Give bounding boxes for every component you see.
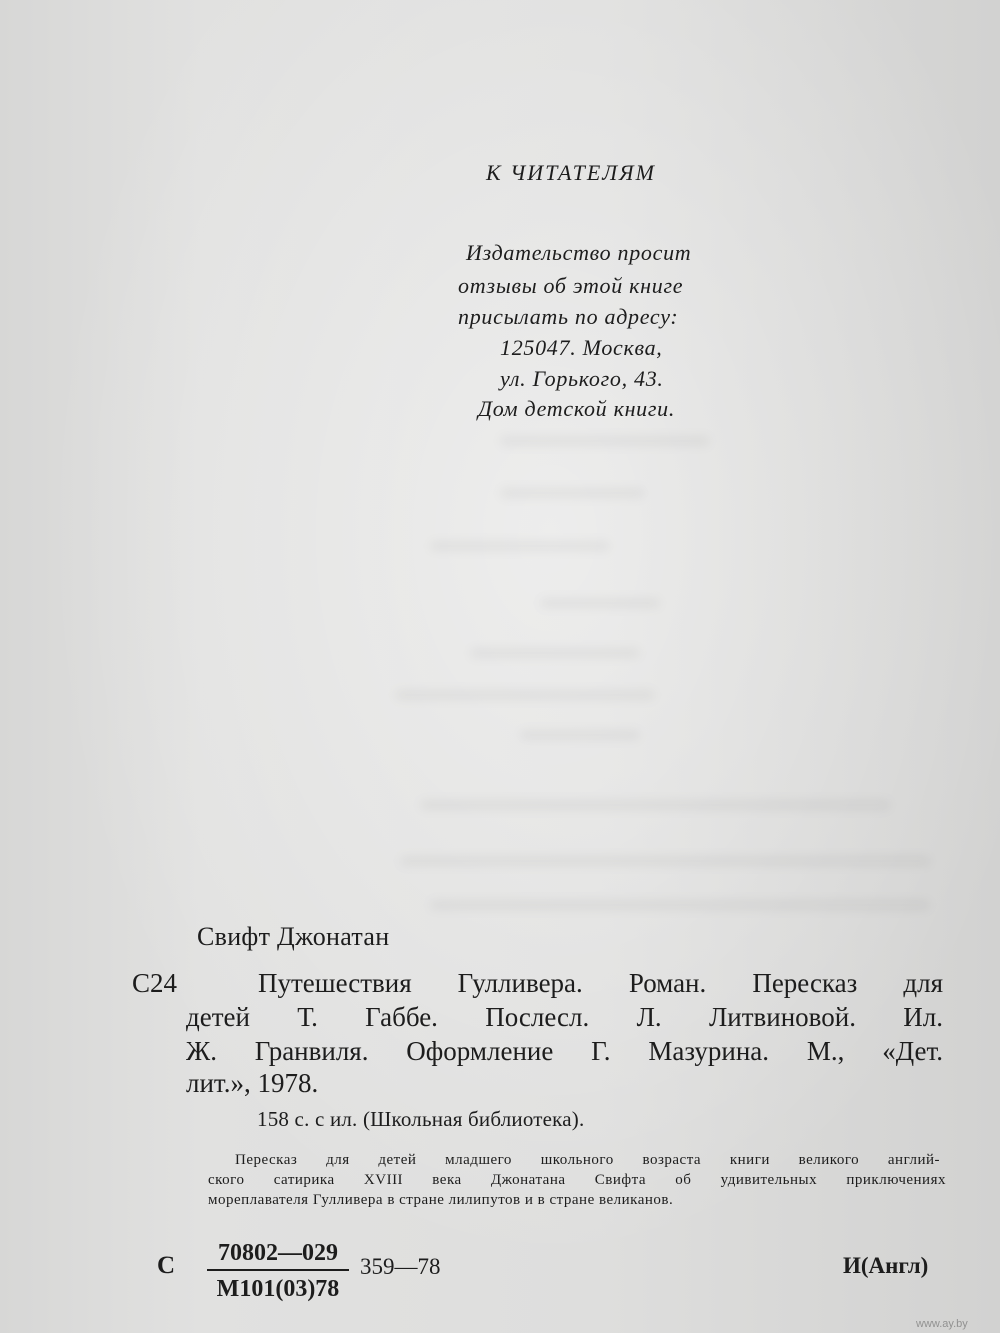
show-through-shadow (470, 648, 640, 658)
catalog-author: Свифт Джонатан (197, 922, 390, 951)
show-through-shadow (520, 730, 640, 740)
show-through-shadow (430, 900, 930, 910)
catalog-description-line: Ж. Гранвиля. Оформление Г. Мазурина. М., «Дет. (186, 1036, 943, 1066)
bibliographic-numerator: 70802—029 (207, 1237, 349, 1271)
show-through-shadow (420, 800, 890, 810)
catalog-summary-line: ского сатирика XVIII века Джонатана Свифта об удивительных приключениях (208, 1172, 946, 1188)
site-watermark: www.ay.by (916, 1318, 968, 1330)
show-through-shadow (430, 541, 610, 551)
catalog-description-line: лит.», 1978. (186, 1068, 319, 1098)
show-through-shadow (400, 856, 930, 866)
catalog-code: С24 (132, 968, 178, 998)
reader-notice-line: ул. Горького, 43. (500, 366, 664, 391)
reader-notice-line: присылать по адресу: (458, 304, 679, 329)
reader-notice-title: К ЧИТАТЕЛЯМ (486, 160, 656, 185)
show-through-shadow (540, 598, 660, 608)
catalog-description-line: Путешествия Гулливера. Роман. Пересказ для (258, 968, 943, 998)
reader-notice-line: Издательство просит (466, 240, 692, 265)
show-through-shadow (500, 436, 710, 446)
bibliographic-language: И(Англ) (843, 1253, 929, 1278)
bibliographic-denominator: М101(03)78 (216, 1276, 340, 1302)
catalog-pages: 158 с. с ил. (Школьная библиотека). (257, 1107, 585, 1131)
show-through-shadow (500, 488, 645, 498)
reader-notice-line: Дом детской книги. (478, 396, 676, 421)
catalog-summary-line: Пересказ для детей младшего школьного возраста книги великого англий- (235, 1152, 940, 1168)
reader-notice-line: отзывы об этой книге (458, 273, 684, 298)
bibliographic-fraction (207, 1237, 349, 1305)
show-through-shadow (395, 690, 655, 700)
bibliographic-letter: С (157, 1252, 176, 1279)
catalog-description-line: детей Т. Габбе. Послесл. Л. Литвиновой. Ил. (186, 1002, 943, 1032)
catalog-summary-line: мореплавателя Гулливера в стране лилипутов и в стране великанов. (208, 1192, 674, 1208)
reader-notice-line: 125047. Москва, (500, 335, 663, 360)
bibliographic-number: 359—78 (360, 1254, 441, 1279)
